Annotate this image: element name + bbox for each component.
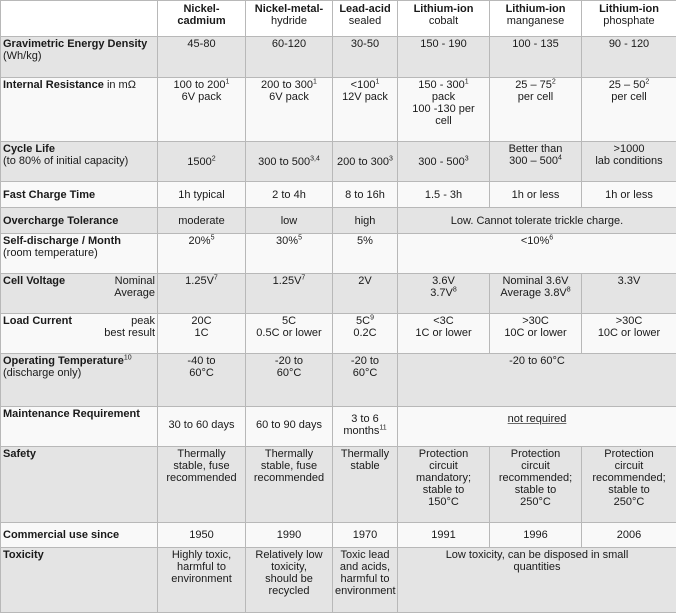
cell-value: 45-80 (158, 37, 246, 78)
row-label: Internal Resistance in mΩ (1, 78, 158, 142)
cell-value: low (246, 208, 333, 234)
cell-value: 2006 (582, 523, 676, 548)
cell-value: Thermally stable (333, 447, 398, 523)
cell-value: 2V (333, 274, 398, 314)
cell-value: $25 - 50^2$ per cell (582, 78, 676, 142)
cell-value: $1.25V^7$ (246, 274, 333, 314)
row-gravimetric-energy (1, 37, 676, 78)
cell-value: $25 - 75^2$ per cell (490, 78, 582, 142)
row-toxicity (1, 548, 676, 613)
row-maintenance-requirement (1, 407, 676, 447)
cell-value: Better than $300 - 500^4$ (490, 142, 582, 182)
cell-value: Toxic lead and acids, harmful to environment (333, 548, 398, 613)
column-header-lead-acid: Lead-acid sealed (333, 1, 398, 37)
column-header-lithium-cobalt: Lithium-ion cobalt (398, 1, 490, 37)
cell-value: 150 - 190 (398, 37, 490, 78)
row-commercial-use (1, 523, 676, 548)
row-operating-temperature (1, 354, 676, 407)
cell-value: 300 to 500$^{3,4}$ (246, 142, 333, 182)
cell-value: 1h typical (158, 182, 246, 208)
cell-value: $300 - 500^3$ (398, 142, 490, 182)
row-safety (1, 447, 676, 523)
cell-value: Protection circuit recommended; stable to 250°C (490, 447, 582, 523)
row-overcharge-tolerance (1, 208, 676, 234)
cell-value: 1996 (490, 523, 582, 548)
row-label: Safety (1, 447, 158, 523)
row-label: Gravimetric Energy Density (Wh/kg) (1, 37, 158, 78)
cell-value: Thermally stable, fuse recommended (246, 447, 333, 523)
cell-value: 1h or less (582, 182, 676, 208)
cell-value: 30 to 60 days (158, 407, 246, 447)
header-blank-cell (1, 1, 158, 37)
cell-value: $1.25V^7$ (158, 274, 246, 314)
cell-value: >30C 10C or lower (490, 314, 582, 354)
cell-value: >30C 10C or lower (582, 314, 676, 354)
cell-value: $5C^9$ 0.2C (333, 314, 398, 354)
cell-value: high (333, 208, 398, 234)
header-row (1, 1, 676, 37)
cell-value: 8 to 16h (333, 182, 398, 208)
cell-value-lithium-merged: -20 to 60°C (398, 354, 676, 407)
cell-value: 3.6V $3.7V^8$ (398, 274, 490, 314)
cell-value-lithium-merged: Low. Cannot tolerate trickle charge. (398, 208, 676, 234)
cell-value-lithium-merged: <10%$^6$ (398, 234, 676, 274)
cell-value: 90 - 120 (582, 37, 676, 78)
row-self-discharge (1, 234, 676, 274)
column-header-lithium-phosphate: Lithium-ion phosphate (582, 1, 676, 37)
row-label: Fast Charge Time (1, 182, 158, 208)
cell-value: 200 to $300^1$ 6V pack (246, 78, 333, 142)
row-cell-voltage (1, 274, 676, 314)
cell-value: 5% (333, 234, 398, 274)
column-header-nickel-metal-hydride: Nickel-metal- hydride (246, 1, 333, 37)
cell-value: -40 to 60°C (158, 354, 246, 407)
cell-value: 30%$^5$ (246, 234, 333, 274)
row-load-current (1, 314, 676, 354)
cell-value: >1000 lab conditions (582, 142, 676, 182)
cell-value: Protection circuit mandatory; stable to 150°C (398, 447, 490, 523)
cell-value: 20%$^5$ (158, 234, 246, 274)
row-cycle-life (1, 142, 676, 182)
row-label: Self-discharge / Month (room temperature) (1, 234, 158, 274)
cell-value: -20 to 60°C (333, 354, 398, 407)
cell-value: 1950 (158, 523, 246, 548)
cell-value: 60 to 90 days (246, 407, 333, 447)
cell-value: -20 to 60°C (246, 354, 333, 407)
cell-value: 3.3V (582, 274, 676, 314)
cell-value: 5C 0.5C or lower (246, 314, 333, 354)
cell-value: 1.5 - 3h (398, 182, 490, 208)
row-fast-charge-time (1, 182, 676, 208)
cell-value: $150 - 300^1$ pack 100 -130 per cell (398, 78, 490, 142)
cell-value: 100 - 135 (490, 37, 582, 78)
cell-value: Relatively low toxicity, should be recycled (246, 548, 333, 613)
row-label: Cycle Life (to 80% of initial capacity) (1, 142, 158, 182)
row-internal-resistance (1, 78, 676, 142)
cell-value: 60-120 (246, 37, 333, 78)
row-label: Commercial use since (1, 523, 158, 548)
cell-value: 1991 (398, 523, 490, 548)
row-label: Nominal Average Cell Voltage (1, 274, 158, 314)
cell-value: 1990 (246, 523, 333, 548)
row-label: Overcharge Tolerance (1, 208, 158, 234)
cell-value: $<100^1$ 12V pack (333, 78, 398, 142)
cell-value: 20C 1C (158, 314, 246, 354)
cell-value: moderate (158, 208, 246, 234)
cell-value: Thermally stable, fuse recommended (158, 447, 246, 523)
column-header-lithium-manganese: Lithium-ion manganese (490, 1, 582, 37)
cell-value: 100 to $200^1$ 6V pack (158, 78, 246, 142)
column-header-nickel-cadmium: Nickel- cadmium (158, 1, 246, 37)
cell-value: 1500$^2$ (158, 142, 246, 182)
cell-value: 1h or less (490, 182, 582, 208)
row-label: Maintenance Requirement (1, 407, 158, 447)
cell-value: 3 to 6 months$^{11}$ (333, 407, 398, 447)
cell-value: Highly toxic, harmful to environment (158, 548, 246, 613)
cell-value: 2 to 4h (246, 182, 333, 208)
cell-value: 1970 (333, 523, 398, 548)
cell-value: 30-50 (333, 37, 398, 78)
row-label: peak best result Load Current (1, 314, 158, 354)
cell-value: 200 to $300^3$ (333, 142, 398, 182)
cell-value: Protection circuit recommended; stable to 250°C (582, 447, 676, 523)
cell-value-lithium-merged: not required (398, 407, 676, 447)
row-label: Operating Temperature$^{10}$ (discharge only) (1, 354, 158, 407)
cell-value-lithium-merged: Low toxicity, can be disposed in small quantities (398, 548, 676, 613)
row-label: Toxicity (1, 548, 158, 613)
cell-value: Nominal 3.6V Average $3.8V^8$ (490, 274, 582, 314)
cell-value: <3C 1C or lower (398, 314, 490, 354)
